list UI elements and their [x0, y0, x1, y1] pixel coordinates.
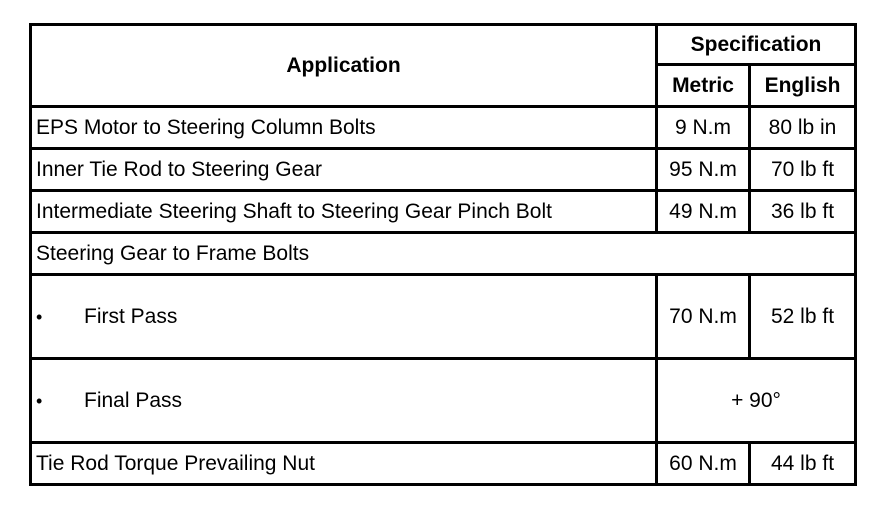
header-application: Application [31, 25, 657, 107]
table-row [31, 233, 856, 275]
application-cell: Steering Gear to Frame Bolts [31, 233, 856, 275]
table-row [31, 443, 856, 485]
table-row [31, 107, 856, 149]
metric-cell: 9 N.m [657, 107, 750, 149]
application-cell: EPS Motor to Steering Column Bolts [31, 107, 657, 149]
metric-cell: 60 N.m [657, 443, 750, 485]
bullet-icon: • [36, 390, 43, 411]
metric-cell: 70 N.m [657, 275, 750, 359]
english-cell: 36 lb ft [750, 191, 856, 233]
combined-spec-cell: + 90° [657, 359, 856, 443]
subitem-label: First Pass [84, 304, 178, 328]
subitem-label: Final Pass [84, 388, 183, 412]
table-row [31, 191, 856, 233]
table-row [31, 149, 856, 191]
english-cell: 52 lb ft [750, 275, 856, 359]
bullet-icon: • [36, 306, 43, 327]
application-cell: Inner Tie Rod to Steering Gear [31, 149, 657, 191]
header-row [31, 25, 856, 65]
application-cell: Tie Rod Torque Prevailing Nut [31, 443, 657, 485]
table-row [31, 359, 856, 443]
metric-cell: 49 N.m [657, 191, 750, 233]
table-row [31, 275, 856, 359]
application-cell: Intermediate Steering Shaft to Steering Gear Pinch Bolt [31, 191, 657, 233]
header-metric: Metric [657, 65, 750, 107]
english-cell: 80 lb in [750, 107, 856, 149]
metric-cell: 95 N.m [657, 149, 750, 191]
application-subitem-cell [31, 275, 657, 359]
torque-spec-table [29, 23, 857, 486]
english-cell: 70 lb ft [750, 149, 856, 191]
header-english: English [750, 65, 856, 107]
header-specification: Specification [657, 25, 856, 65]
english-cell: 44 lb ft [750, 443, 856, 485]
application-subitem-cell [31, 359, 657, 443]
